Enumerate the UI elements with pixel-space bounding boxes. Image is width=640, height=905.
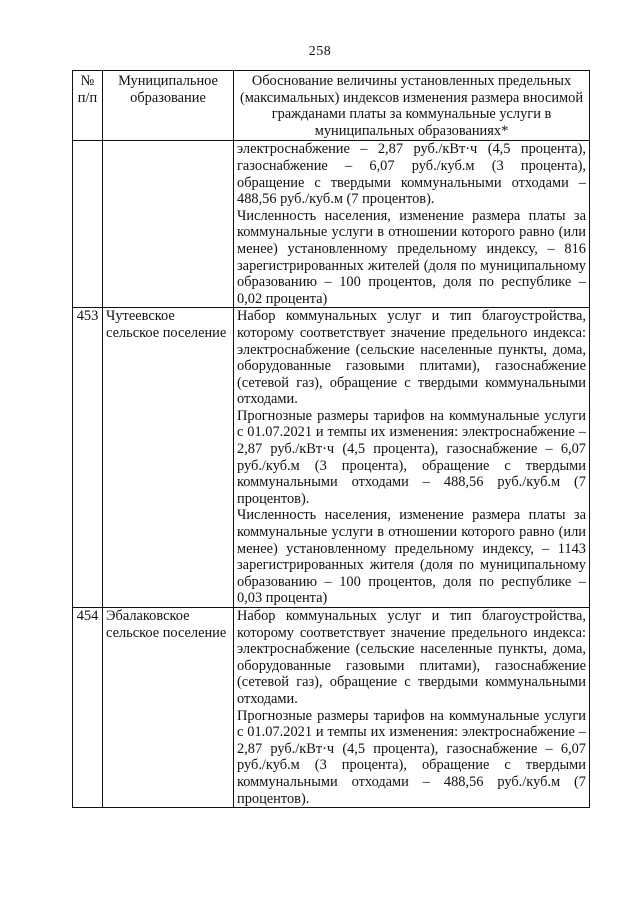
table-row [73, 141, 590, 308]
tariff-justification-table [72, 70, 590, 808]
justification-paragraph: Численность населения, изменение размера платы за коммунальные услуги в отношении которого равно (или менее) установленному предельному индексу, – 1143 зарегистрированных жителя (доля по муниципальному образованию – 100 процентов, доля по республике – 0,03 процента) [237, 507, 586, 607]
justification-paragraph: Набор коммунальных услуг и тип благоустройства, которому соответствует значение предельного индекса: электроснабжение (сельские населенные пункты, дома, оборудованные газовыми плитами), газоснабжение (сетевой газ), обращение с твердыми коммунальными отходами. [237, 608, 586, 707]
table-row [73, 608, 590, 808]
justification-cell [234, 308, 590, 608]
header-municipality: Муниципальное образование [103, 71, 234, 141]
row-number: 453 [73, 308, 103, 608]
table-body [73, 141, 590, 808]
justification-paragraph: Набор коммунальных услуг и тип благоустройства, которому соответствует значение предельного индекса: электроснабжение (сельские населенные пункты, дома, оборудованные газовыми плитами), газоснабжение (сетевой газ), обращение с твердыми коммунальными отходами. [237, 308, 586, 408]
justification-paragraph: Прогнозные размеры тарифов на коммунальные услуги с 01.07.2021 и темпы их изменения: электроснабжение – 2,87 руб./кВт·ч (4,5 процента), газоснабжение – 6,07 руб./куб.м (3 процента), обращение с твердыми коммунальными отходами – 488,56 руб./куб.м (7 процентов). [237, 407, 586, 507]
table-header-row [73, 71, 590, 141]
page-number: 258 [308, 44, 332, 59]
municipality-name: Эбалаковское сельское поселение [103, 608, 234, 808]
justification-paragraph: Численность населения, изменение размера платы за коммунальные услуги в отношении которого равно (или менее) установленному предельному индексу, – 816 зарегистрированных жителей (доля по муниципальному образованию – 100 процентов, доля по республике – 0,02 процента) [237, 207, 586, 307]
table-row [73, 308, 590, 608]
header-num: № п/п [73, 71, 103, 141]
row-number [73, 141, 103, 308]
justification-cell [234, 141, 590, 308]
municipality-name: Чутеевское сельское поселение [103, 308, 234, 608]
justification-paragraph: электроснабжение – 2,87 руб./кВт·ч (4,5 процента), газоснабжение – 6,07 руб./куб.м (3 процента), обращение с твердыми коммунальными отходами – 488,56 руб./куб.м (7 процентов). [237, 141, 586, 208]
row-number: 454 [73, 608, 103, 808]
justification-paragraph: Прогнозные размеры тарифов на коммунальные услуги с 01.07.2021 и темпы их изменения: электроснабжение – 2,87 руб./кВт·ч (4,5 процента), газоснабжение – 6,07 руб./куб.м (3 процента), обращение с твердыми коммунальными отходами – 488,56 руб./куб.м (7 процентов). [237, 707, 586, 807]
municipality-name [103, 141, 234, 308]
justification-cell [234, 608, 590, 808]
header-justification: Обоснование величины установленных предельных (максимальных) индексов изменения размера вносимой гражданами платы за коммунальные услуги в муниципальных образованиях* [234, 71, 590, 141]
